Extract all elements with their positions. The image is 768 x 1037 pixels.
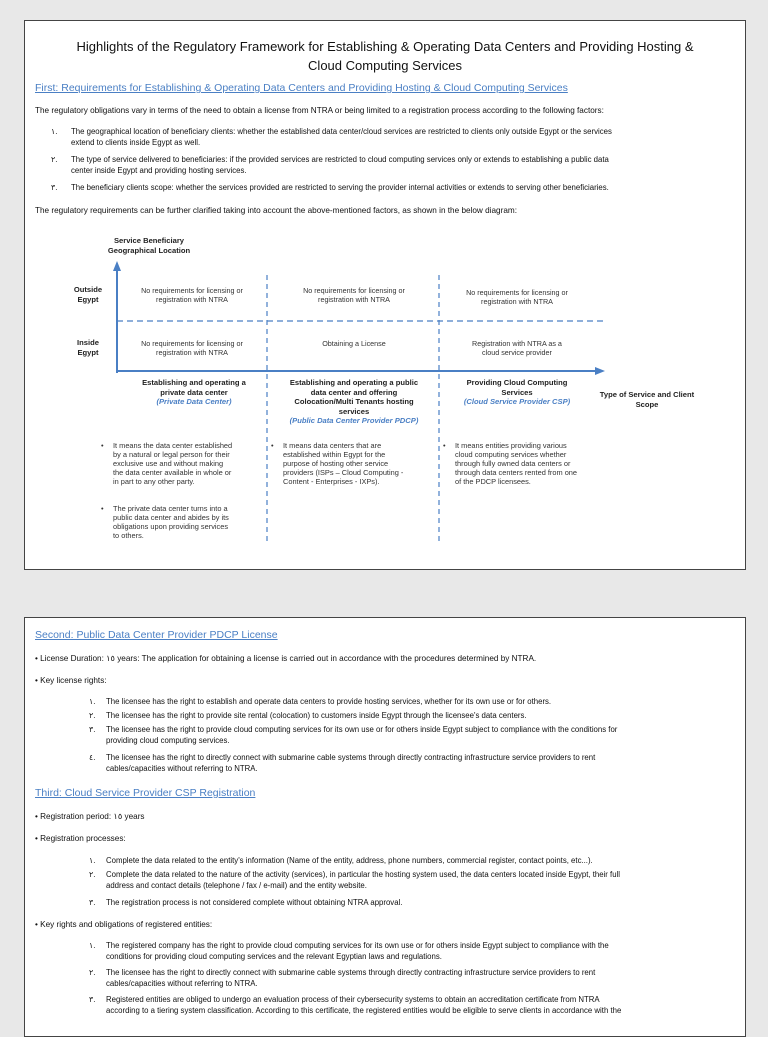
description-csp: • It means entities providing various cloud computing services whether through fully owned data centers or through data centers rented from one of the PDCP licensees. xyxy=(443,441,578,486)
column-title-private: Establishing and operating a private data center (Private Data Center) xyxy=(121,378,267,407)
list-number: ٣. xyxy=(89,725,96,734)
list-number: ١. xyxy=(89,697,96,706)
document-page-1 xyxy=(24,20,746,570)
license-duration: • License Duration: ١٥ years: The application for obtaining a license is carried out in accordance with the procedures determined by NTRA. xyxy=(35,654,537,663)
registration-period: • Registration period: ١٥ years xyxy=(35,812,145,821)
section2-heading-link[interactable]: Second: Public Data Center Provider PDCP License xyxy=(35,629,278,641)
factor-text: The geographical location of beneficiary clients: whether the established data center/cloud services are restricted to clients only outside Egypt or the services extend to clients inside Egypt as well. xyxy=(71,127,612,147)
cell-outside-private: No requirements for licensing or registration with NTRA xyxy=(141,286,243,304)
cell-outside-csp: No requirements for licensing or registration with NTRA xyxy=(466,288,568,306)
bullet: • xyxy=(101,504,104,513)
cell-inside-private: No requirements for licensing or registration with NTRA xyxy=(141,339,243,357)
list-number: ٣. xyxy=(89,898,96,907)
column-title-public: Establishing and operating a public data center and offering Colocation/Multi Tenants hosting services (Public Data Center Provider PDCP) xyxy=(271,378,437,426)
key-license-rights-label: • Key license rights: xyxy=(35,676,107,685)
column-subtitle-public: (Public Data Center Provider PDCP) xyxy=(289,416,419,425)
list-number: ١. xyxy=(89,941,96,950)
cell-inside-csp: Registration with NTRA as a cloud service provider xyxy=(472,339,562,357)
bullet: • xyxy=(101,441,104,450)
title-line-1: Highlights of the Regulatory Framework for Establishing & Operating Data Centers and Providing Hosting & xyxy=(76,39,694,54)
cell-inside-public: Obtaining a License xyxy=(322,339,386,348)
list-number: ٢. xyxy=(89,968,96,977)
row-label-inside-egypt: Inside Egypt xyxy=(77,338,99,357)
key-rights-obligations-label: • Key rights and obligations of registered entities: xyxy=(35,920,213,929)
list-number: ٣. xyxy=(51,183,58,192)
description-public: • It means data centers that are established within Egypt for the purpose of hosting other service providers (ISPs – Cloud Computing - Content - Enterprises - IXPs). xyxy=(271,441,404,486)
factor-text: The type of service delivered to beneficiaries: if the provided services are restricted to cloud computing services only or extends to establishing a public data center inside Egypt and providing hosting services. xyxy=(71,155,609,175)
list-number: ٤. xyxy=(89,753,96,762)
description-private-1: • It means the data center established by a natural or legal person for their exclusive use and without making the data center available in whole or in part to any other party. xyxy=(101,441,233,486)
y-axis-arrow xyxy=(113,261,121,271)
list-number: ١. xyxy=(89,856,96,865)
x-axis-label: Type of Service and Client Scope xyxy=(599,390,695,409)
factor-text: The beneficiary clients scope: whether the services provided are restricted to serving the provider internal activities or extends to serving other beneficiaries. xyxy=(71,183,609,192)
section3-heading-link[interactable]: Third: Cloud Service Provider CSP Registration xyxy=(35,787,256,799)
bullet: • xyxy=(443,441,446,450)
list-number: ٢. xyxy=(89,870,96,879)
row-label-outside-egypt: Outside Egypt xyxy=(73,285,103,304)
section1-heading-link[interactable]: First: Requirements for Establishing & Operating Data Centers and Providing Hosting & Cloud Computing Services xyxy=(35,82,568,94)
cell-outside-public: No requirements for licensing or registration with NTRA xyxy=(303,286,405,304)
intro-paragraph: The regulatory obligations vary in terms of the need to obtain a license from NTRA or being limited to a registration process according to the following factors: xyxy=(35,106,604,115)
list-number: ٣. xyxy=(89,995,96,1004)
regulatory-diagram xyxy=(25,21,745,569)
list-number: ١. xyxy=(51,127,58,136)
description-private-2: • The private data center turns into a public data center and abides by its obligations upon providing services to others. xyxy=(101,504,229,540)
list-number: ٢. xyxy=(51,155,58,164)
column-subtitle-private: (Private Data Center) xyxy=(156,397,232,406)
document-page-2: Second: Public Data Center Provider PDCP License • License Duration: ١٥ years: The application for obtaining a license is carried out in accordance with the procedures determined by NTRA. • Key license rights: ١. The licensee has the right to establish and operate data centers to provide hosting services, whether for its own use or for others. ٢. The licensee has the right to provide site rental (colocation) to customers inside Egypt through the licensee's data centers. ٣. The licensee has the right to provide cloud computing services for its own use or for others inside Egypt subject to compliance with the conditions for providing cloud computing services. ٤. The licensee has the right to directly connect with submarine cable systems through directly contracting infrastructure service providers to rent cables/capacities without referring to NTRA. Third: Cloud Service Provider CSP Registration • Registration period: ١٥ years • Registration processes: ١. Complete the data related to the entity's information (Name of the entity, address, phone numbers, commercial register, contact points, etc...). ٢. Complete the data related to the nature of the activity (services), in particular the hosting system used, the data centers located inside Egypt, their full address and contact details (telephone / fax / e-mail) and the entity website. ٣. The registration process is not considered complete without obtaining NTRA approval. • Key rights and obligations of registered entities: ١. The registered company has the right to provide cloud computing services for its own use or for others inside Egypt subject to compliance with the conditions for providing cloud computing services and the relevant Egyptian laws and regulations. ٢. The licensee has the right to directly connect with submarine cable systems through directly contracting infrastructure service providers to rent cables/capacities without referring to NTRA. ٣. Registered entities are obliged to undergo an evaluation process of their cybersecurity systems to obtain an accreditation certificate from NTRA according to a tiering system classification. According to this certificate, the registered entities would be eligible to serve clients in accordance with the xyxy=(24,617,746,1037)
list-number: ٢. xyxy=(89,711,96,720)
registration-processes-label: • Registration processes: xyxy=(35,834,126,843)
y-axis-label: Service Beneficiary Geographical Location xyxy=(107,236,191,255)
title-line-2: Cloud Computing Services xyxy=(308,58,462,73)
bullet: • xyxy=(271,441,274,450)
column-title-csp: Providing Cloud Computing Services (Cloud Service Provider CSP) xyxy=(443,378,591,407)
x-axis-arrow xyxy=(595,367,605,375)
clarify-paragraph: The regulatory requirements can be further clarified taking into account the above-mentioned factors, as shown in the below diagram: xyxy=(35,206,517,215)
column-subtitle-csp: (Cloud Service Provider CSP) xyxy=(463,397,571,406)
